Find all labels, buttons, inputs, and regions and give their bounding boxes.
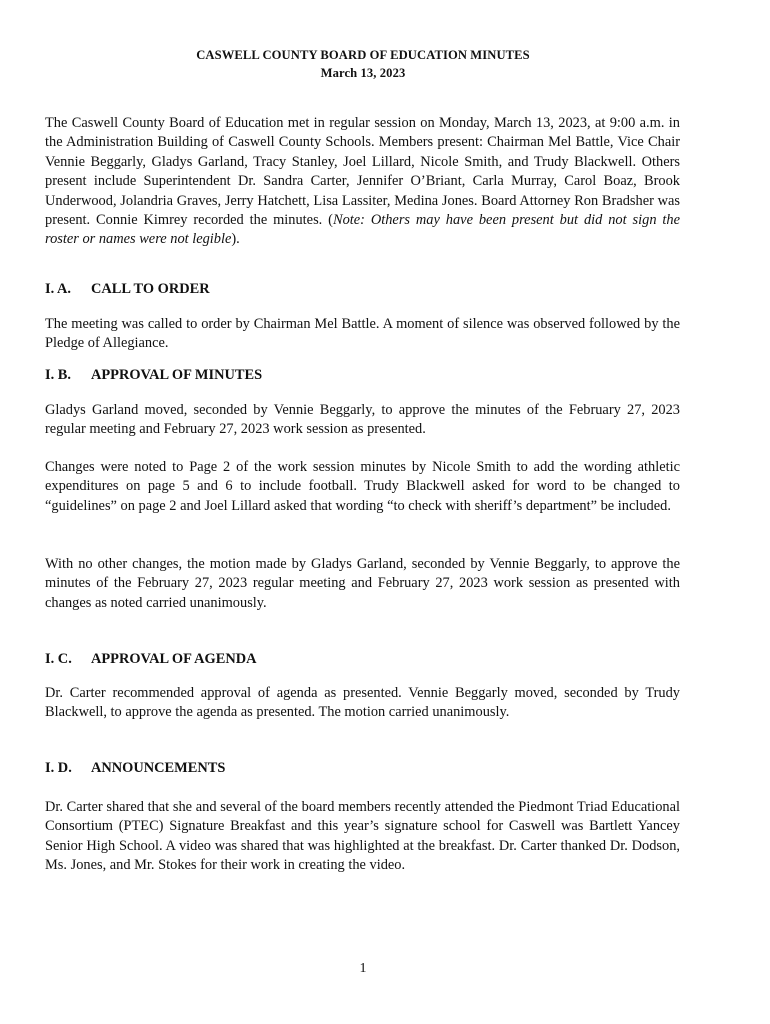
call-to-order-paragraph: The meeting was called to order by Chairman Mel Battle. A moment of silence was observed followed by the Pledge of Allegiance. <box>45 316 680 352</box>
section-heading-call-to-order <box>45 281 210 298</box>
section-number: I. A. <box>45 281 71 297</box>
section-number: I. C. <box>45 651 72 667</box>
intro-note: Note: Others may have been present but did not sign the roster or names were not legible <box>45 212 680 248</box>
document-title: CASWELL COUNTY BOARD OF EDUCATION MINUTES <box>196 48 530 62</box>
section-title: APPROVAL OF MINUTES <box>91 367 263 383</box>
section-title: CALL TO ORDER <box>91 281 210 297</box>
section-heading-approval-of-agenda <box>45 651 257 668</box>
section-heading-approval-of-minutes <box>45 367 262 384</box>
minutes-paragraph-2: Changes were noted to Page 2 of the work session minutes by Nicole Smith to add the wording athletic expenditures on page 5 and 6 to include football. Trudy Blackwell asked for word to be changed to “guidelines” on page 2 and Joel Lillard asked that wording “to check with sheriff’s department” be included. <box>45 459 680 514</box>
intro-close: ). <box>231 231 240 248</box>
agenda-paragraph: Dr. Carter recommended approval of agenda as presented. Vennie Beggarly moved, seconded by Trudy Blackwell, to approve the agenda as presented. The motion carried unanimously. <box>45 685 680 721</box>
document-date: March 13, 2023 <box>320 66 406 80</box>
announcements-paragraph: Dr. Carter shared that she and several of the board members recently attended the Piedmont Triad Educational Consortium (PTEC) Signature Breakfast and this year’s signature school for Caswell was Bartlett Yancey Senior High School. A video was shared that was highlighted at the breakfast. Dr. Carter thanked Dr. Dodson, Ms. Jones, and Mr. Stokes for their work in creating the video. <box>45 799 680 874</box>
section-number: I. B. <box>45 367 71 383</box>
section-number: I. D. <box>45 760 72 776</box>
page-number: 1 <box>359 961 367 976</box>
intro-text: The Caswell County Board of Education met in regular session on Monday, March 13, 2023, at 9:00 a.m. in the Administration Building of Caswell County Schools. Members present: Chairman Mel Battle, Vice Chair Vennie Beggarly, Gladys Garland, Tracy Stanley, Joel Lillard, Nicole Smith, and Trudy Blackwell. Others present include Superintendent Dr. Sandra Carter, Jennifer O’Briant, Carla Murray, Carol Boaz, Brook Underwood, Jolandria Graves, Jerry Hatchett, Lisa Lassiter, Medina Jones. Board Attorney Ron Bradsher was present. Connie Kimrey recorded the minutes. ( <box>45 115 680 229</box>
section-heading-announcements <box>45 760 225 777</box>
minutes-paragraph-1: Gladys Garland moved, seconded by Vennie Beggarly, to approve the minutes of the February 27, 2023 regular meeting and February 27, 2023 work session as presented. <box>45 402 680 438</box>
section-title: ANNOUNCEMENTS <box>91 760 226 776</box>
minutes-paragraph-3: With no other changes, the motion made by Gladys Garland, seconded by Vennie Beggarly, to approve the minutes of the February 27, 2023 regular meeting and February 27, 2023 work session as presented with changes as noted carried unanimously. <box>45 556 680 611</box>
section-title: APPROVAL OF AGENDA <box>91 651 257 667</box>
intro-paragraph <box>45 114 680 250</box>
